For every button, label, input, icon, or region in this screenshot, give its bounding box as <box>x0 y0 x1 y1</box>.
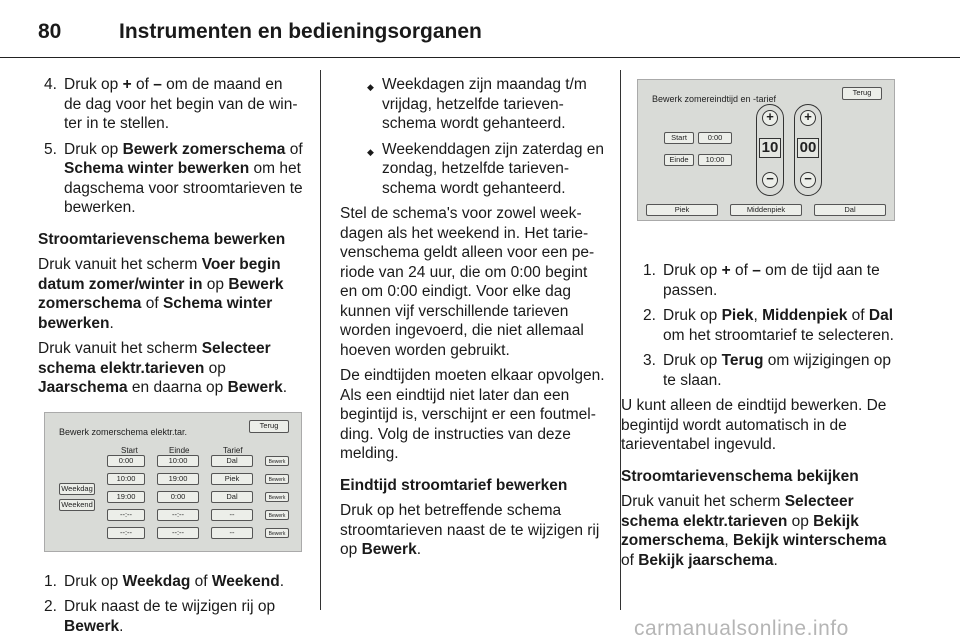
col-header-end: Einde <box>169 445 190 455</box>
weekend-button[interactable]: Weekend <box>59 499 95 511</box>
step-5: 5. Druk op Bewerk zomerschema of Schema winter bewerken om het dagschema voor stroomtarieven te bewerken. <box>44 140 303 216</box>
end-cell: 19:00 <box>157 473 199 485</box>
column-3 <box>621 75 902 576</box>
hour-digit: 10 <box>759 138 781 158</box>
step-list <box>38 572 303 637</box>
paragraph: U kunt alleen de eindtijd bewerken. De begintijd wordt automatisch in de tarieventabel ingevuld. <box>621 397 887 453</box>
hour-minus-button[interactable]: − <box>762 172 778 188</box>
edit-row-button[interactable]: Bewerk <box>265 528 289 538</box>
start-cell: 19:00 <box>107 491 145 503</box>
end-cell: --:-- <box>157 509 199 521</box>
peak-button[interactable]: Piek <box>646 204 718 216</box>
bullet-list <box>0 75 605 198</box>
minute-digit: 00 <box>797 138 819 158</box>
watermark: carmanualsonline.info <box>634 617 849 640</box>
paragraph: Druk op het betreffende schema stroomtarieven naast de te wijzigen rij op Bewerk. <box>340 502 600 558</box>
edit-row-button[interactable]: Bewerk <box>265 492 289 502</box>
screen-title: Bewerk zomereindtijd en -tarief <box>652 94 777 104</box>
section-heading: Eindtijd stroomtarief bewerken <box>340 476 568 494</box>
start-cell: --:-- <box>107 509 145 521</box>
tariff-cell: Dal <box>211 491 253 503</box>
section-heading: Stroomtarievenschema bewerken <box>38 230 286 248</box>
page-header <box>0 0 960 58</box>
page-title: Instrumenten en bedieningsorganen <box>119 20 482 43</box>
offpeak-button[interactable]: Dal <box>814 204 886 216</box>
paragraph: Stel de schema's voor zowel weekdagen als het weekend in. Het tarievenschema geldt alleen voor een periode van 24 uur, die om 0:00 begint en om 0:00 eindigt. Voor elke dag kunnen vijf verschillende tarieven worden ingevoerd, die niet allemaal hoeven worden gebruikt. <box>340 205 595 359</box>
end-cell: 10:00 <box>157 455 199 467</box>
start-cell: 10:00 <box>107 473 145 485</box>
end-cell: --:-- <box>157 527 199 539</box>
col-header-tariff: Tarief <box>223 445 243 455</box>
paragraph: De eindtijden moeten elkaar opvolgen. Als een eindtijd niet later dan een begintijd is, verschijnt er een foutmelding. Volg de instructies van deze melding. <box>340 367 605 462</box>
bullet-item: ◆ Weekenddagen zijn zaterdag en zondag, hetzelfde tarievenschema wordt gehanteerd. <box>367 140 605 197</box>
edit-row-button[interactable]: Bewerk <box>265 456 289 466</box>
paragraph: Druk vanuit het scherm Selecteer schema elektr.tarieven op Jaarschema en daarna op Bewerk. <box>38 340 288 396</box>
bullet-item: ◆ Weekdagen zijn maandag t/m vrijdag, hetzelfde tarievenschema wordt gehanteerd. <box>367 76 587 132</box>
paragraph: Druk vanuit het scherm Selecteer schema elektr.tarieven op Bekijk zomerschema, Bekijk winterschema of Bekijk jaarschema. <box>621 493 887 569</box>
step-2: 2. Druk op Piek, Middenpiek of Dal om het stroomtarief te selecteren. <box>643 307 894 344</box>
tariff-cell: Piek <box>211 473 253 485</box>
step-1: 1. Druk op + of – om de tijd aan te passen. <box>643 262 880 299</box>
hour-plus-button[interactable]: + <box>762 110 778 126</box>
end-value[interactable]: 10:00 <box>698 154 732 166</box>
midpeak-button[interactable]: Middenpiek <box>730 204 802 216</box>
section-heading: Stroomtarievenschema bekijken <box>621 467 859 485</box>
edit-row-button[interactable]: Bewerk <box>265 510 289 520</box>
tariff-cell: -- <box>211 527 253 539</box>
edit-row-button[interactable]: Bewerk <box>265 474 289 484</box>
start-value: 0:00 <box>698 132 732 144</box>
step-4: 4. Druk op + of – om de maand en de dag voor het begin van de winter in te stellen. <box>44 76 298 132</box>
column-2 <box>340 75 605 566</box>
step-2: 2. Druk naast de te wijzigen rij op Bewerk. <box>44 598 276 635</box>
minute-plus-button[interactable]: + <box>800 110 816 126</box>
start-cell: --:-- <box>107 527 145 539</box>
end-cell: 0:00 <box>157 491 199 503</box>
end-label: Einde <box>664 154 694 166</box>
col-header-start: Start <box>121 445 138 455</box>
back-button[interactable]: Terug <box>842 87 882 100</box>
step-3: 3. Druk op Terug om wijzigingen op te slaan. <box>643 352 892 389</box>
start-cell: 0:00 <box>107 455 145 467</box>
back-button[interactable]: Terug <box>249 420 289 433</box>
tariff-cell: Dal <box>211 455 253 467</box>
schedule-screen-figure <box>44 412 302 552</box>
diamond-bullet-icon: ◆ <box>367 82 374 92</box>
start-label: Start <box>664 132 694 144</box>
page-number: 80 <box>38 20 62 43</box>
minute-minus-button[interactable]: − <box>800 172 816 188</box>
weekday-button[interactable]: Weekdag <box>59 483 95 495</box>
diamond-bullet-icon: ◆ <box>367 146 374 157</box>
paragraph: Druk vanuit het scherm Voer begin datum zomer/winter in op Bewerk zomerschema of Schema winter bewerken. <box>38 256 284 332</box>
step-list <box>637 261 902 390</box>
step-1: 1. Druk op Weekdag of Weekend. <box>44 572 285 590</box>
screen-title: Bewerk zomerschema elektr.tar. <box>59 426 188 437</box>
tariff-cell: -- <box>211 509 253 521</box>
end-time-screen-figure <box>637 79 895 221</box>
